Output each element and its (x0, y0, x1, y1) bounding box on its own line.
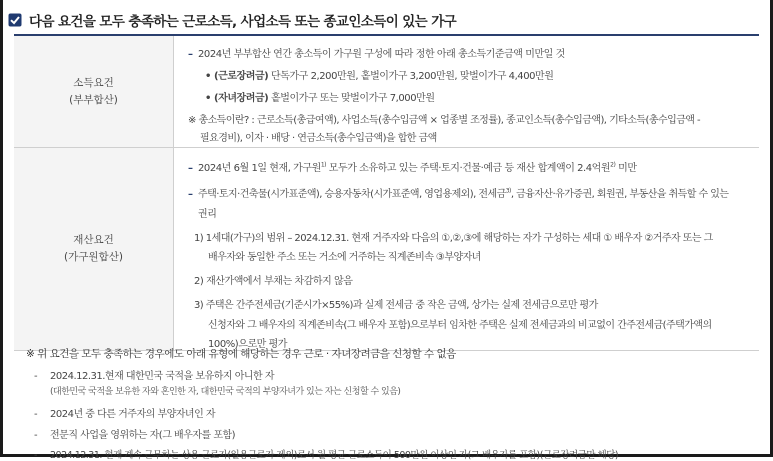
exclusion-item-1: - 2024.12.31.현재 대한민국 국적을 보유하지 아니한 자 (34, 371, 275, 382)
exclusion-title: ※ 위 요건을 모두 충족하는 경우에도 아래 유형에 해당하는 경우 근로 · 자녀장려금을 신청할 수 없음 (26, 348, 456, 360)
section-title: 다음 요건을 모두 충족하는 근로소득, 사업소득 또는 종교인소득이 있는 가구 (29, 14, 457, 30)
property-line-2b: 권리 (198, 209, 217, 220)
exclusion-item-2: - 2024년 중 다른 거주자의 부양자녀인 자 (34, 409, 216, 420)
income-sublabel: (부부합산) (69, 93, 118, 106)
row-label-property (14, 148, 174, 351)
row-content-income (174, 36, 760, 148)
property-line-1: – 2024년 6월 1일 현재, 가구원$^{1)}$ 모두가 소유하고 있는 주택·토지·건물·예금 등 재산 합계액이 2.4억원$^{2)}$ 미만 (188, 161, 637, 174)
child-credit-text: 홑벌이가구 또는 맞벌이가구 7,000만원 (271, 93, 435, 104)
exclusion-section (26, 346, 761, 461)
income-bullet-1 (188, 67, 753, 82)
checkbox-check-icon (8, 13, 22, 27)
income-text: 2024년 부부합산 연간 총소득이 가구원 구성에 따라 정한 아래 총소득기준금액 미만일 것 (198, 49, 565, 60)
property-sublabel: (가구원합산) (64, 251, 123, 263)
property-line-2: – 주택·토지·건축물(시가표준액), 승용자동차(시가표준액, 영업용제외), 전세금$^{3)}$, 금융자산·유가증권, 회원권, 부동산을 취득할 수 있는 (188, 187, 729, 200)
dot-bullet: • (205, 71, 211, 82)
footnote-3a: 3) 주택은 간주전세금(기준시가×55%)과 실제 전세금 중 작은 금액, 상가는 실제 전세금으로만 평가 (194, 300, 598, 311)
exclusion-item-1-sub: (대한민국 국적을 보유한 자와 혼인한 자, 대한민국 국적의 부양자녀가 있는 자는 신청할 수 있음) (50, 387, 401, 397)
dash-bullet: - (34, 450, 37, 461)
property-label: 재산요건 (73, 234, 114, 246)
requirements-table (14, 36, 759, 351)
child-credit-label: (자녀장려금) (214, 93, 269, 104)
dash-bullet: – (188, 49, 193, 60)
dot-bullet: • (205, 93, 211, 104)
income-main-line (188, 45, 753, 60)
section-heading (8, 10, 456, 30)
footnote-1b: 배우자와 동일한 주소 또는 거소에 거주하는 직계존비속 ③부양자녀 (208, 252, 481, 263)
dash-bullet: – (188, 189, 193, 200)
footnote-3c: 100%)으로만 평가 (208, 339, 288, 350)
dash-bullet: - (34, 430, 38, 441)
table-row-property (14, 148, 759, 351)
income-note-line1: ※ 총소득이란? : 근로소득(총급여액), 사업소득(총수입금액 × 업종별 조정률), 종교인소득(총수입금액), 기타소득(총수입금액 - (188, 115, 701, 126)
dash-bullet: - (34, 371, 38, 382)
income-note-line2: 필요경비), 이자 · 배당 · 연금소득(총수입금액)을 합한 금액 (200, 133, 437, 144)
row-content-property (174, 148, 760, 351)
footnote-2: 2) 재산가액에서 부채는 차감하지 않음 (194, 276, 353, 287)
table-row-income (14, 36, 759, 148)
income-label: 소득요건 (73, 76, 114, 89)
footnote-3b: 신청자와 그 배우자의 직계존비속(그 배우자 포함)으로부터 임차한 주택은 실제 전세금과의 비교없이 간주전세금(주택가액의 (208, 320, 712, 331)
dash-bullet: – (188, 163, 193, 174)
income-bullet-2 (188, 89, 753, 104)
earned-credit-label: (근로장려금) (214, 71, 269, 82)
row-label-income (14, 36, 174, 148)
dash-bullet: - (34, 409, 38, 420)
footnote-1a: 1) 1세대(가구)의 범위 – 2024.12.31. 현재 거주자와 다음의 ①,②,③에 해당하는 자가 구성하는 세대 ① 배우자 ②거주자 또는 그 (194, 233, 713, 244)
exclusion-item-4: - 2024.12.31. 현재 계속 근무하는 상용 근로자(일용근로자 제외)로서 월 평균 근로소득이 500만원 이상인 자(그 배우자를 포함)(근로장려금만 해당) (34, 450, 619, 461)
earned-credit-text: 단독가구 2,200만원, 홑벌이가구 3,200만원, 맞벌이가구 4,400만원 (271, 71, 554, 82)
exclusion-item-3: - 전문직 사업을 영위하는 자(그 배우자를 포함) (34, 430, 236, 441)
